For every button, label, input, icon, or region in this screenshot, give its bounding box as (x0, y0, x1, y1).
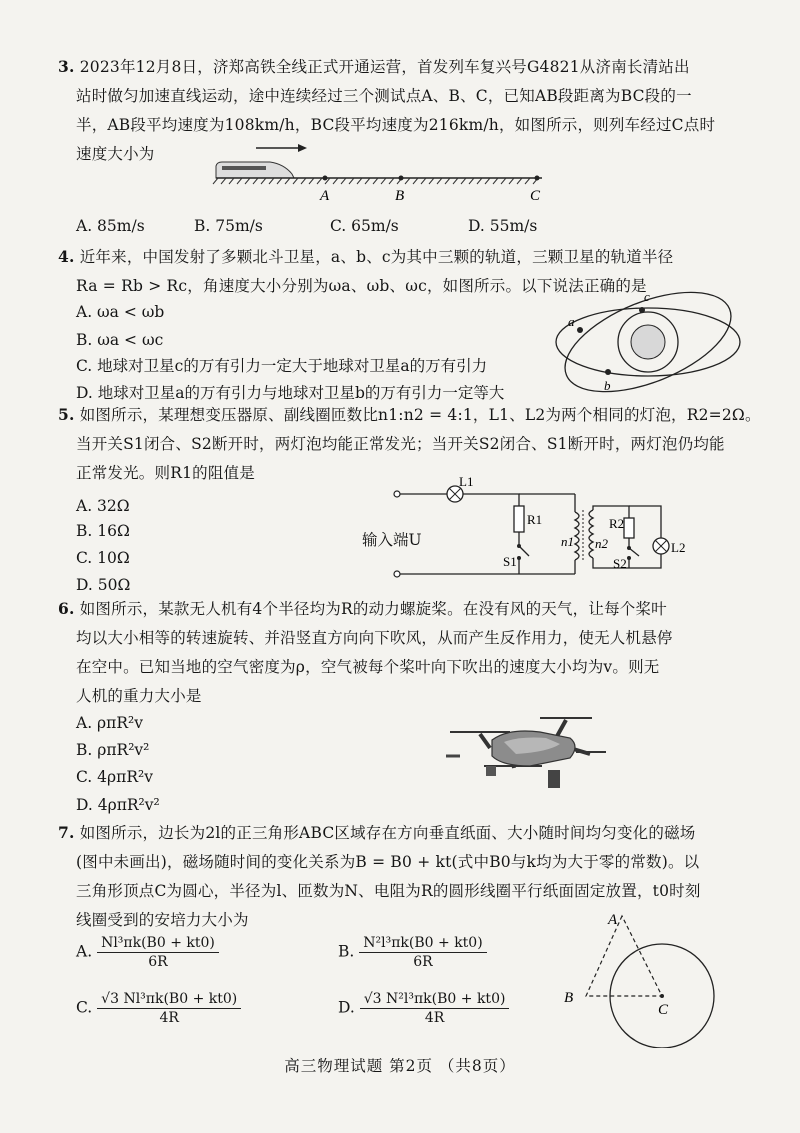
arrow-icon (256, 144, 307, 152)
question-text-line: Ra = Rb > Rc，角速度大小分别为ωa、ωb、ωc，如图所示。以下说法正确的是 (76, 277, 647, 295)
option-d[interactable]: D. 55m/s (468, 217, 538, 235)
question-text-line: 站时做匀加速直线运动，途中连续经过三个测试点A、B、C，已知AB段距离为BC段的一 (76, 87, 692, 105)
question-number: 6. (58, 599, 75, 618)
question-number: 4. (58, 247, 75, 266)
triangle-coil-figure (558, 910, 768, 1048)
question-text-line: 三角形顶点C为圆心，半径为l、匝数为N、电阻为R的圆形线圈平行纸面固定放置，t0时刻 (76, 882, 701, 900)
question-text-line: 如图所示，边长为2l的正三角形ABC区域存在方向垂直纸面、大小随时间均匀变化的磁场 (79, 824, 696, 842)
option-label: D. (338, 998, 355, 1017)
option-c[interactable]: C. 4ρπR²v (76, 768, 153, 786)
question-number: 3. (58, 57, 75, 76)
orbit-label: c (644, 289, 650, 304)
point-label: C (530, 188, 541, 204)
option-a[interactable]: A. ρπR²v (76, 714, 143, 732)
lamp-l2-icon (653, 538, 669, 554)
orbit-label: a (568, 314, 575, 329)
option-d[interactable]: D. 4ρπR²v² (76, 796, 160, 814)
option-c[interactable]: C. 地球对卫星c的万有引力一定大于地球对卫星a的万有引力 (76, 357, 488, 375)
fraction (360, 990, 510, 1027)
earth-icon (631, 325, 665, 359)
fraction (97, 990, 241, 1027)
train-track-figure (212, 138, 552, 208)
question-number: 7. (58, 823, 75, 842)
option-a[interactable] (76, 934, 219, 971)
circuit-label: S2 (613, 556, 627, 571)
option-b[interactable]: B. 75m/s (194, 217, 263, 235)
vertex-label: B (564, 990, 574, 1006)
option-c[interactable]: C. 65m/s (330, 217, 399, 235)
ground-hatching (213, 178, 538, 184)
question-text-line: 如图所示，某款无人机有4个半径均为R的动力螺旋桨。在没有风的天气，让每个桨叶 (79, 600, 667, 618)
circuit-label: R2 (609, 516, 625, 531)
resistor-r1 (514, 506, 524, 532)
denominator: 6R (148, 954, 168, 970)
question-text-line: 如图所示，某理想变压器原、副线圈匝数比n1:n2 = 4:1，L1、L2为两个相同的灯泡，R2=2Ω。 (79, 406, 761, 424)
circuit-label: L2 (671, 540, 685, 555)
circuit-label: n2 (595, 536, 608, 551)
question-text-line: 半，AB段平均速度为108km/h，BC段平均速度为216km/h，如图所示，则列车经过C点时 (76, 116, 716, 134)
option-c[interactable] (76, 990, 241, 1027)
option-d[interactable] (338, 990, 509, 1027)
question-text-line: 当开关S1闭合、S2断开时，两灯泡均能正常发光；当开关S2闭合、S1断开时，两灯泡仍均能 (76, 435, 725, 453)
point-label: A (320, 188, 330, 204)
numerator: N²l³πk(B0 + kt0) (359, 934, 486, 953)
question-text-line: (图中未画出)，磁场随时间的变化关系为B = B0 + kt(式中B0与k均为大于零的常数)。以 (76, 853, 700, 871)
option-a[interactable]: A. 85m/s (76, 217, 145, 235)
question-text-line: 在空中。已知当地的空气密度为ρ，空气被每个桨叶向下吹出的速度大小均为v。则无 (76, 658, 660, 676)
denominator: 4R (424, 1010, 445, 1026)
question-text-line: 近年来，中国发射了多颗北斗卫星，a、b、c为其中三颗的轨道，三颗卫星的轨道半径 (79, 248, 674, 266)
fraction (359, 934, 486, 971)
point-label: B (395, 188, 405, 204)
option-b[interactable] (338, 934, 487, 971)
numerator: √3 Nl³πk(B0 + kt0) (97, 990, 241, 1009)
option-b[interactable]: B. ρπR²v² (76, 741, 150, 759)
switch-s2-icon (627, 546, 639, 560)
denominator: 6R (413, 954, 433, 970)
circuit-label: L1 (459, 476, 474, 489)
page-footer: 高三物理试题 第2页 （共8页） (284, 1057, 516, 1075)
numerator: √3 N²l³πk(B0 + kt0) (360, 990, 510, 1009)
circuit-label: S1 (503, 554, 517, 569)
vertex-label: C (658, 1002, 669, 1018)
option-d[interactable]: D. 50Ω (76, 576, 131, 594)
option-a[interactable]: A. 32Ω (76, 497, 130, 515)
orbit-label: b (604, 378, 611, 393)
denominator: 4R (159, 1010, 179, 1026)
option-b[interactable]: B. ωa < ωc (76, 331, 164, 349)
question-text-line: 人机的重力大小是 (76, 687, 202, 705)
fraction (97, 934, 219, 971)
train-icon (216, 162, 294, 178)
option-label: A. (76, 942, 93, 961)
option-label: C. (76, 998, 93, 1017)
question-text-line: 正常发光。则R1的阻值是 (76, 464, 255, 482)
drone-icon (420, 708, 620, 804)
question-text-line: 线圈受到的安培力大小为 (76, 911, 249, 929)
option-a[interactable]: A. ωa < ωb (76, 303, 165, 321)
satellite-orbits-figure (548, 286, 752, 402)
switch-s1-icon (517, 544, 529, 560)
question-text-line: 均以大小相等的转速旋转、并沿竖直方向向下吹风，从而产生反作用力，使无人机悬停 (76, 629, 673, 647)
resistor-r2 (624, 518, 634, 538)
option-b[interactable]: B. 16Ω (76, 522, 130, 540)
question-number: 5. (58, 405, 75, 424)
circuit-input-label: 输入端U (362, 531, 422, 549)
question-text-line: 2023年12月8日，济郑高铁全线正式开通运营，首发列车复兴号G4821从济南长清站出 (79, 58, 690, 76)
question-text-line: 速度大小为 (76, 145, 155, 163)
option-label: B. (338, 942, 355, 961)
option-d[interactable]: D. 地球对卫星a的万有引力与地球对卫星b的万有引力一定等大 (76, 384, 505, 402)
question-6 (58, 594, 758, 711)
question-5 (58, 400, 761, 488)
circuit-label: n1 (561, 534, 574, 549)
option-c[interactable]: C. 10Ω (76, 549, 130, 567)
vertex-label: A (608, 912, 618, 928)
circuit-label: R1 (527, 512, 543, 527)
numerator: Nl³πk(B0 + kt0) (97, 934, 219, 953)
